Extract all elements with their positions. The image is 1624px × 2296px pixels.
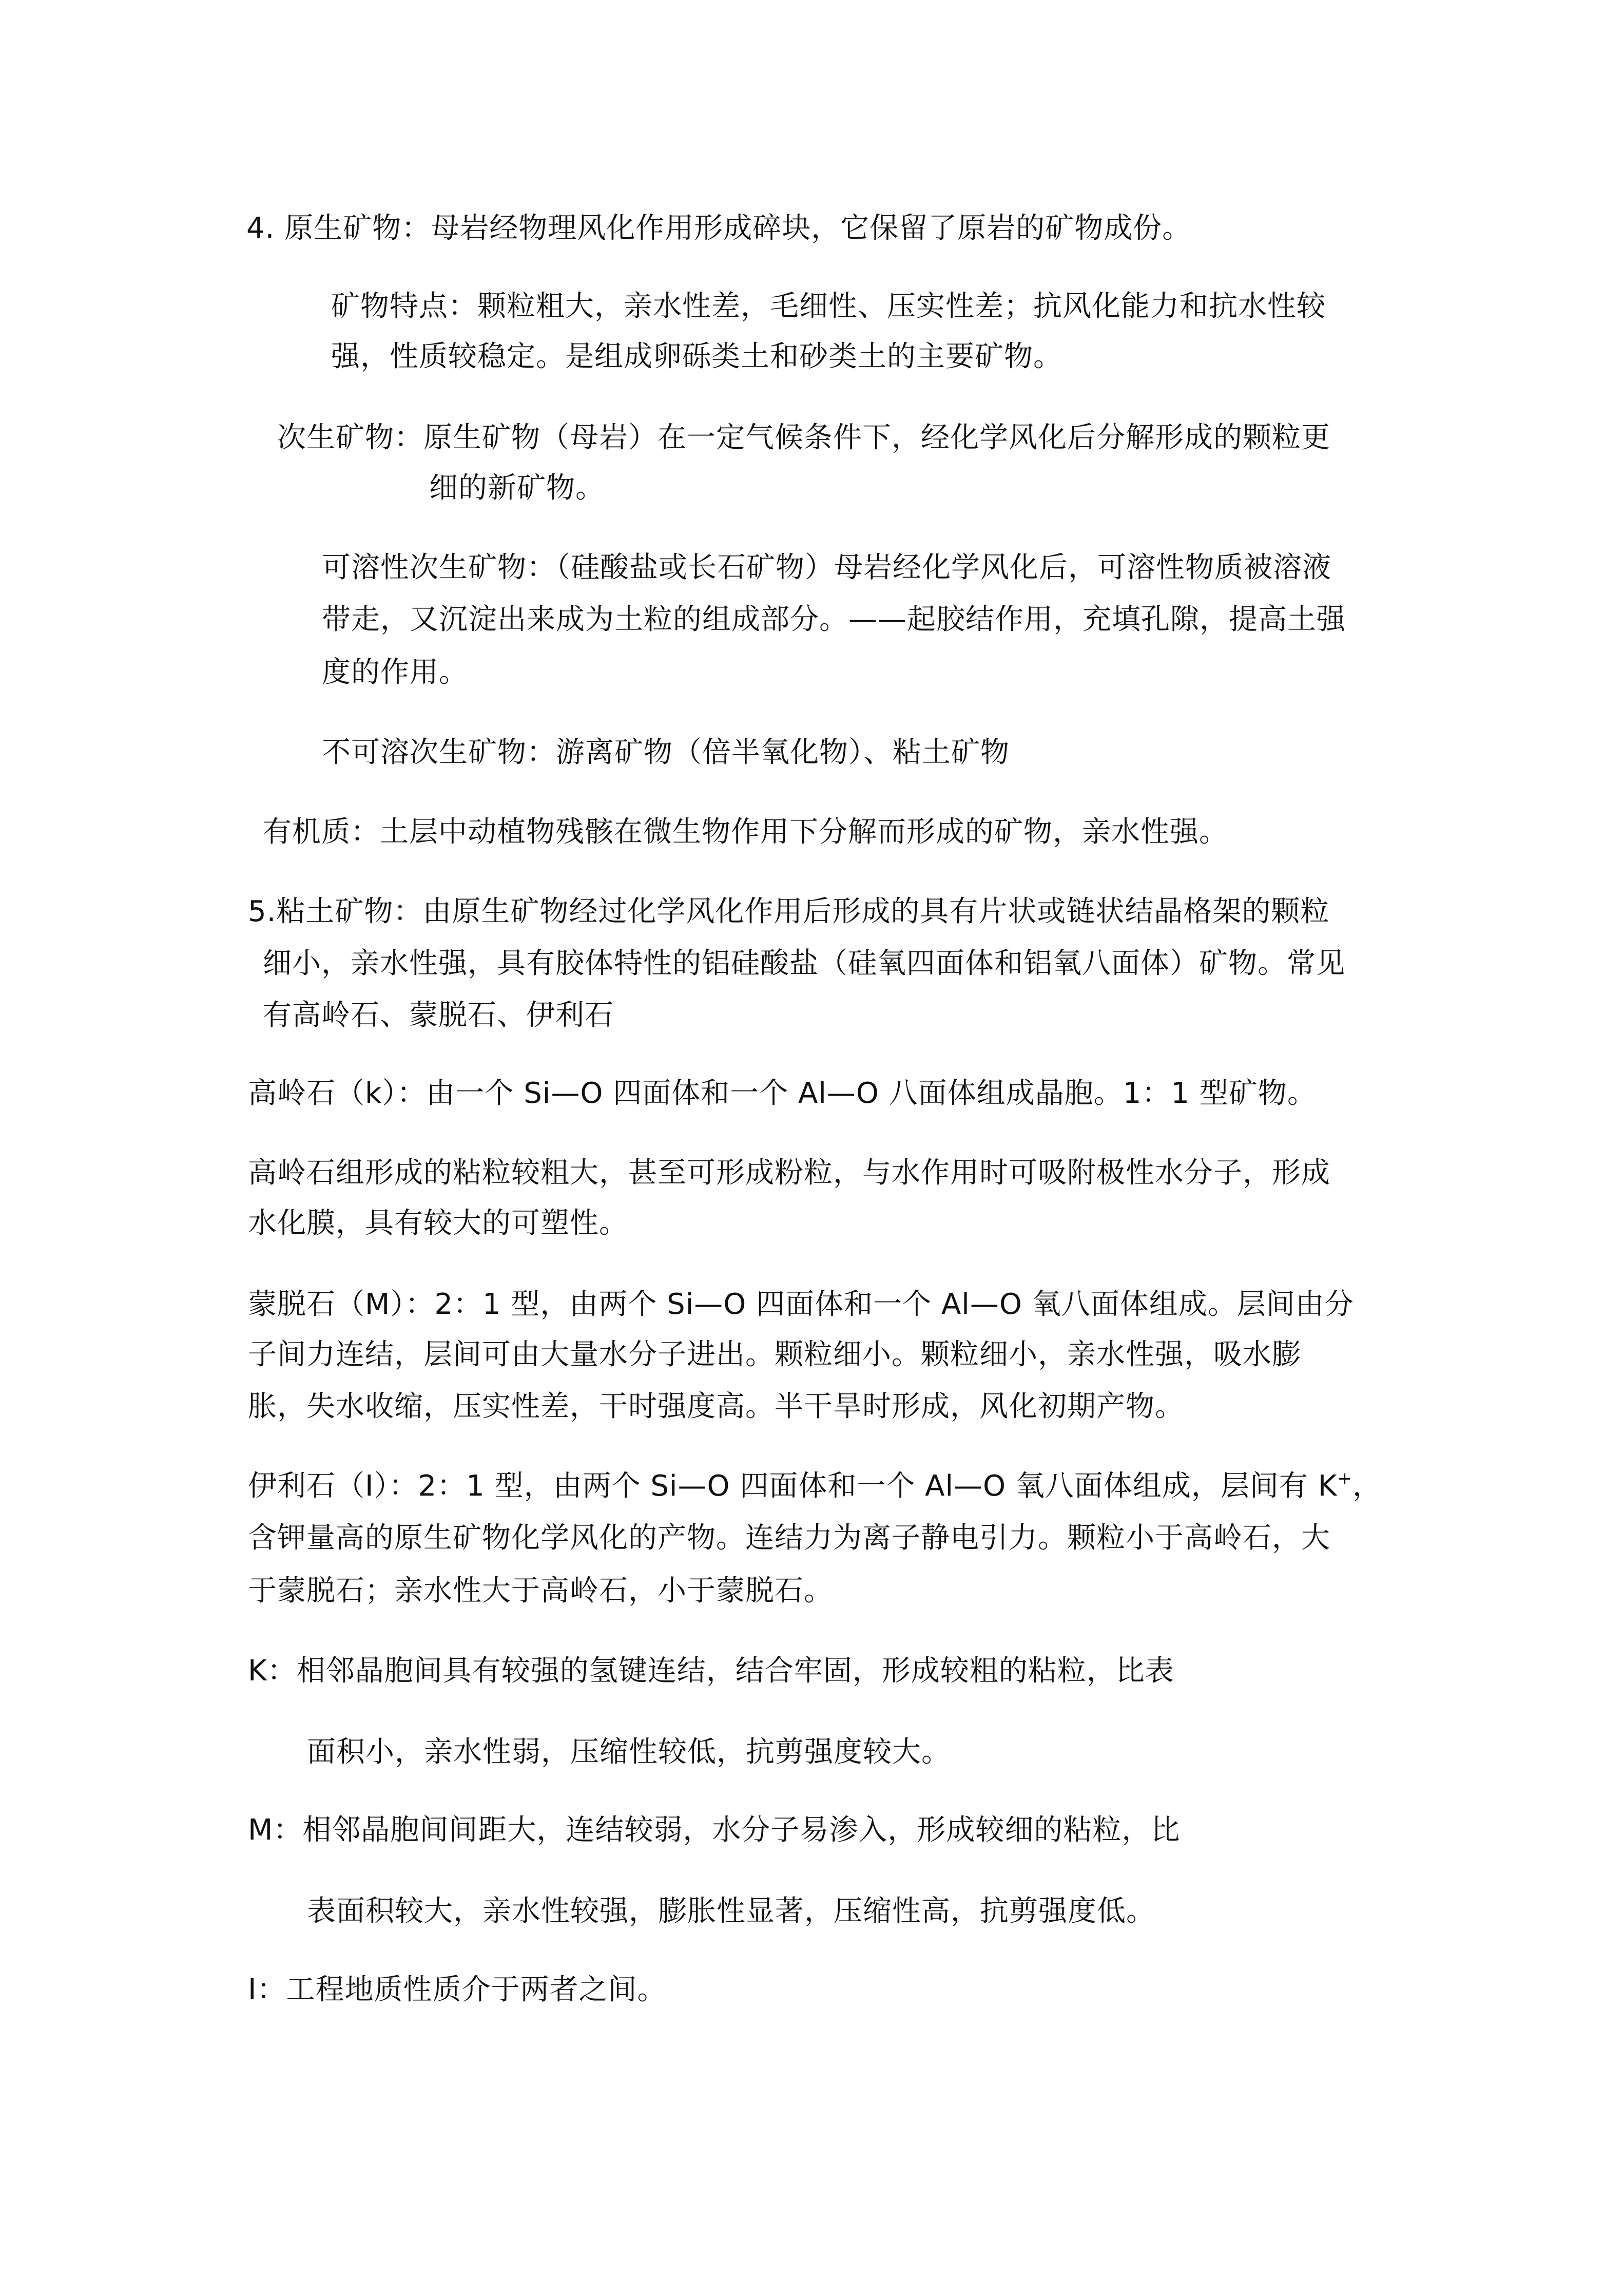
illite-line-1 (248, 1468, 1382, 1504)
comparison-m-line-1: M：相邻晶胞间间距大，连结较弱，水分子易渗入，形成较细的粘粒，比 (248, 1813, 1181, 1847)
illite-line-2: 含钾量高的原生矿物化学风化的产物。连结力为离子静电引力。颗粒小于高岭石，大 (248, 1521, 1330, 1555)
primary-minerals-heading: 4. 原生矿物：母岩经物理风化作用形成碎块，它保留了原岩的矿物成份。 (246, 212, 1192, 245)
soluble-secondary-line-2: 带走，又沉淀出来成为土粒的组成部分。——起胶结作用，充填孔隙，提高土强 (322, 603, 1346, 636)
comparison-k-line-2: 面积小，亲水性弱，压缩性较低，抗剪强度较大。 (307, 1735, 951, 1769)
clay-minerals-line-2: 细小，亲水性强，具有胶体特性的铝硅酸盐（硅氧四面体和铝氧八面体）矿物。常见 (263, 947, 1345, 980)
soluble-secondary-line-1: 可溶性次生矿物：（硅酸盐或长石矿物）母岩经化学风化后，可溶性物质被溶液 (322, 551, 1331, 584)
montmorillonite-line-2: 子间力连结，层间可由大量水分子进出。颗粒细小。颗粒细小，亲水性强，吸水膨 (248, 1338, 1301, 1371)
secondary-minerals-line-2: 细的新矿物。 (429, 471, 605, 505)
kaolinite-properties-line-2: 水化膜，具有较大的可塑性。 (248, 1207, 628, 1240)
montmorillonite-line-1: 蒙脱石（M）：2：1 型，由两个 Si—O 四面体和一个 Al—O 氧八面体组成。层间由分 (248, 1288, 1354, 1321)
potassium-ion-superscript: + (1337, 1468, 1352, 1489)
soluble-secondary-line-3: 度的作用。 (322, 656, 468, 689)
illite-line-1-text: 伊利石（I）：2：1 型，由两个 Si—O 四面体和一个 Al—O 氧八面体组成，层间有 K (248, 1469, 1338, 1503)
kaolinite-properties-line-1: 高岭石组形成的粘粒较粗大，甚至可形成粉粒，与水作用时可吸附极性水分子，形成 (248, 1156, 1330, 1190)
comparison-m-line-2: 表面积较大，亲水性较强，膨胀性显著，压缩性高，抗剪强度低。 (307, 1895, 1155, 1928)
insoluble-secondary-line: 不可溶次生矿物：游离矿物（倍半氧化物）、粘土矿物 (322, 736, 1010, 769)
primary-minerals-features-line-1: 矿物特点：颗粒粗大，亲水性差，毛细性、压实性差；抗风化能力和抗水性较 (331, 290, 1326, 323)
illite-line-3: 于蒙脱石；亲水性大于高岭石，小于蒙脱石。 (248, 1574, 833, 1608)
kaolinite-definition: 高岭石（k）：由一个 Si—O 四面体和一个 Al—O 八面体组成晶胞。1：1 型矿物。 (248, 1077, 1317, 1110)
illite-line-1-tail: ， (1352, 1469, 1382, 1503)
comparison-i-line: I：工程地质性质介于两者之间。 (248, 1973, 667, 2006)
comparison-k-line-1: K：相邻晶胞间具有较强的氢键连结，结合牢固，形成较粗的粘粒，比表 (248, 1654, 1174, 1688)
clay-minerals-line-3: 有高岭石、蒙脱石、伊利石 (263, 999, 614, 1032)
primary-minerals-features-line-2: 强，性质较稳定。是组成卵砾类土和砂类土的主要矿物。 (331, 340, 1062, 373)
secondary-minerals-line-1: 次生矿物：原生矿物（母岩）在一定气候条件下，经化学风化后分解形成的颗粒更 (277, 421, 1330, 454)
clay-minerals-heading: 5.粘土矿物：由原生矿物经过化学风化作用后形成的具有片状或链状结晶格架的颗粒 (248, 895, 1330, 928)
montmorillonite-line-3: 胀，失水收缩，压实性差，干时强度高。半干旱时形成，风化初期产物。 (248, 1390, 1184, 1423)
organic-matter-line: 有机质：土层中动植物残骸在微生物作用下分解而形成的矿物，亲水性强。 (263, 815, 1228, 849)
